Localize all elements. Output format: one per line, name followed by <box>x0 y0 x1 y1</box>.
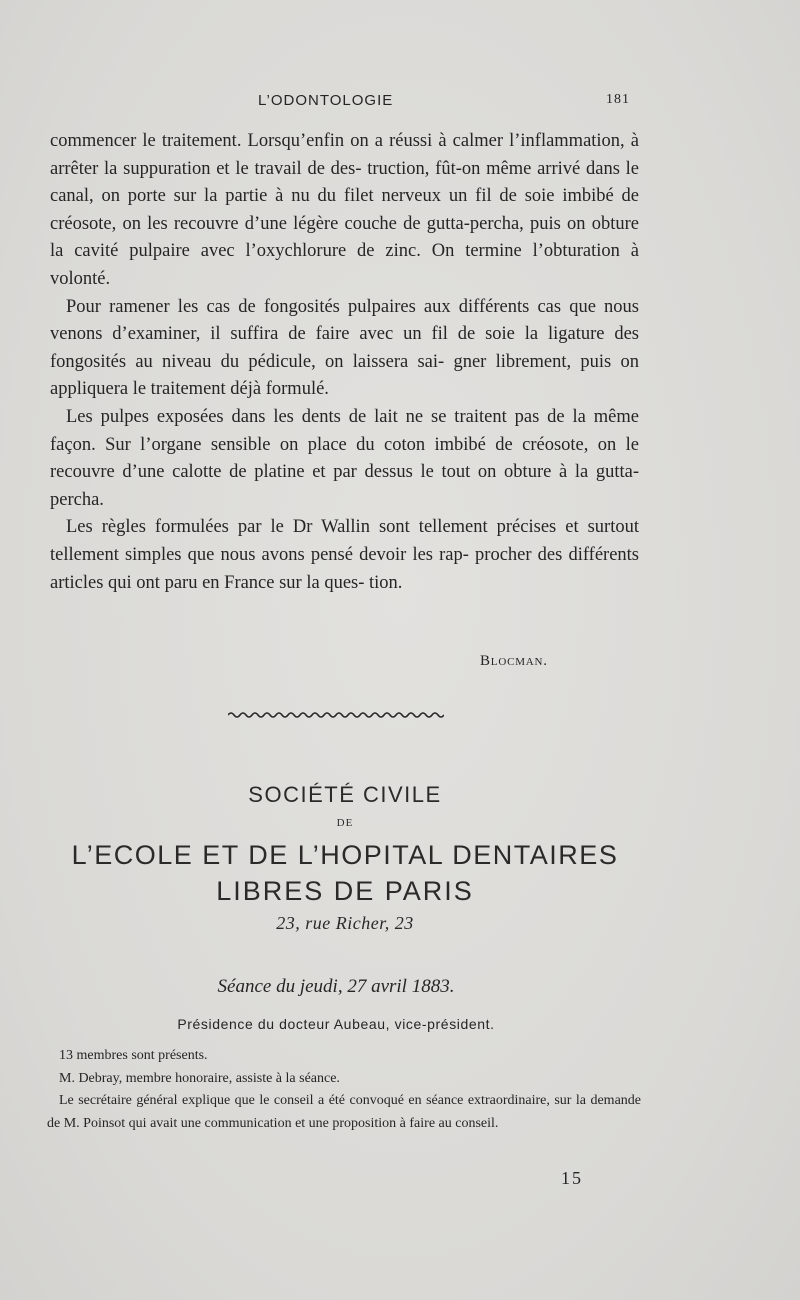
society-title-line4: LIBRES DE PARIS <box>216 876 474 906</box>
session-minutes <box>47 1045 641 1135</box>
running-title: L’ODONTOLOGIE <box>258 92 394 109</box>
paragraph-2: Pour ramener les cas de fongosités pulpaires aux différents cas que nous venons d’examiner, il suffira de faire avec un fil de soie la ligature des fongosités au niveau du pédicule, on laissera sai- gner librement, puis on appliquera le traitement déjà formulé. <box>50 296 639 400</box>
ornamental-divider <box>228 710 444 720</box>
author-signature: Blocman. <box>480 653 548 669</box>
society-title-line3: L’ECOLE ET DE L’HOPITAL DENTAIRES <box>71 840 619 870</box>
running-head <box>0 92 800 116</box>
session-date: Séance du jeudi, 27 avril 1883. <box>217 976 455 997</box>
paragraph-1: commencer le traitement. Lorsqu’enfin on a réussi à calmer l’inflammation, à arrêter la suppuration et le travail de des- truction, fût-on même arrivé dans le canal, on porte sur la partie à nu du filet nerveux un fil de soie imbibé de créosote, on les recouvre d’une légère couche de gutta-percha, puis on obture la cavité pulpaire avec l’oxychlorure de zinc. On termine l’obturation à volonté. <box>50 131 639 289</box>
article-body <box>50 128 639 597</box>
society-address: 23, rue Richer, 23 <box>276 913 414 933</box>
paragraph-4: Les règles formulées par le Dr Wallin sont tellement précises et surtout tellement simples que nous avons pensé devoir les rap- procher des différents articles qui ont paru en France sur la ques- tion. <box>50 517 639 593</box>
session-presidence: Présidence du docteur Aubeau, vice-président. <box>177 1016 495 1032</box>
minutes-line-3: Le secrétaire général explique que le conseil a été convoqué en séance extraordinaire, sur la demande de M. Poinsot qui avait une communication et une proposition à faire au conseil. <box>47 1093 641 1131</box>
society-title-line2: DE <box>336 817 354 829</box>
page-number: 181 <box>606 92 630 107</box>
minutes-line-1: 13 membres sont présents. <box>59 1048 208 1063</box>
paragraph-3: Les pulpes exposées dans les dents de lait ne se traitent pas de la même façon. Sur l’organe sensible on place du coton imbibé de créosote, on le recouvre d’une calotte de platine et par dessus le tout on obture à la gutta-percha. <box>50 406 639 510</box>
minutes-line-2: M. Debray, membre honoraire, assiste à la séance. <box>59 1070 340 1086</box>
society-title-line1: SOCIÉTÉ CIVILE <box>248 782 442 807</box>
printer-signature-mark: 15 <box>561 1168 583 1188</box>
